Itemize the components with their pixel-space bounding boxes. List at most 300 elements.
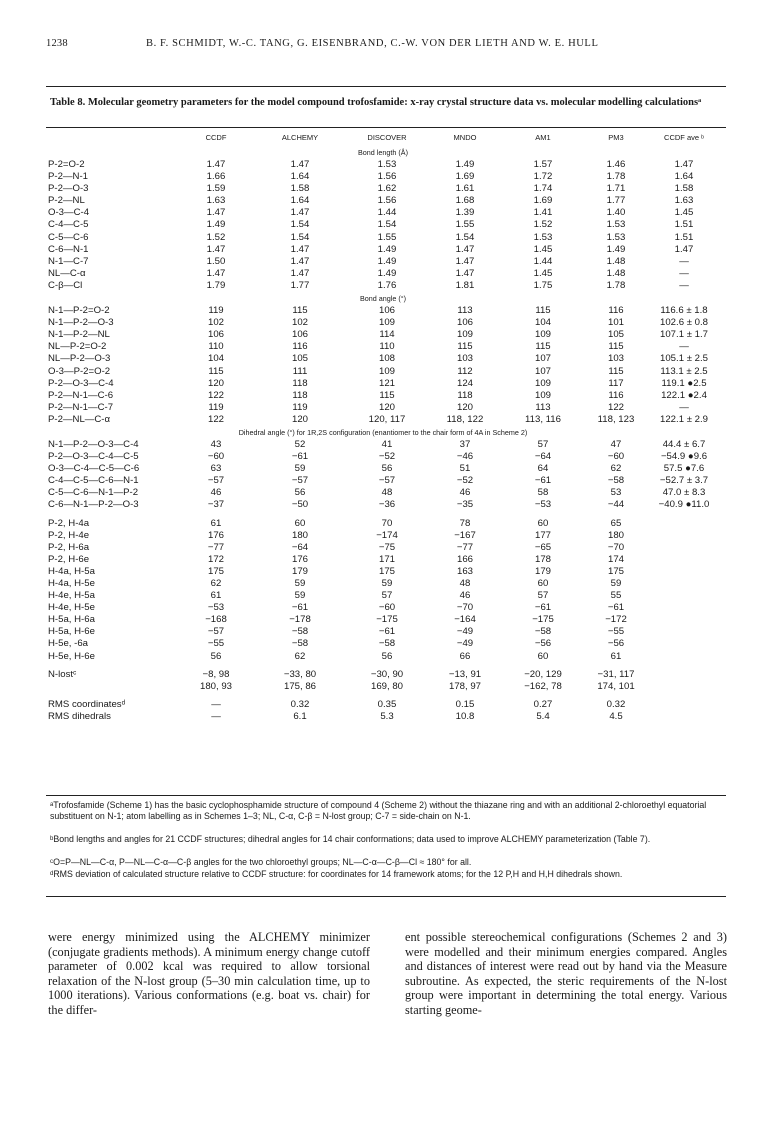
row-label: P-2—O-3—C-4 bbox=[48, 377, 114, 389]
table-cell: 62 bbox=[610, 463, 622, 475]
table-cell: 5.3 bbox=[380, 710, 394, 722]
table-cell: 112 bbox=[457, 365, 473, 377]
row-label: P-2—N-1 bbox=[48, 171, 88, 183]
table-cell: 115 bbox=[535, 341, 551, 353]
table-cell: 6.1 bbox=[293, 710, 307, 722]
table-cell: 104 bbox=[534, 317, 551, 329]
table-cell: −60 bbox=[378, 602, 396, 614]
table-cell: 1.74 bbox=[533, 183, 553, 195]
table-cell: 1.49 bbox=[377, 267, 397, 279]
row-label: O-3—C-4—C-5—C-6 bbox=[48, 463, 140, 475]
table-cell: 56 bbox=[381, 463, 393, 475]
table-cell: −54.9 ●9.6 bbox=[660, 451, 708, 463]
table-cell: 1.64 bbox=[290, 171, 310, 183]
table-cell: 1.44 bbox=[533, 255, 553, 267]
table-cell: 109 bbox=[378, 317, 395, 329]
table-cell: 176 bbox=[207, 529, 224, 541]
table-cell: 1.69 bbox=[455, 171, 475, 183]
table-caption: Table 8. Molecular geometry parameters for the model compound trofosfamide: x-ray crystal structure data vs. molecular modelling calculationsᵃ bbox=[50, 97, 702, 108]
table-cell: 1.49 bbox=[377, 255, 397, 267]
running-authors: B. F. SCHMIDT, W.-C. TANG, G. EISENBRAND, C.-W. VON DER LIETH AND W. E. HULL bbox=[146, 38, 599, 49]
table-cell: 106 bbox=[207, 329, 224, 341]
table-cell: 1.47 bbox=[674, 159, 694, 170]
table-cell bbox=[650, 711, 718, 723]
row-label: P-2—N-1—C-6 bbox=[48, 389, 114, 401]
body-column-right bbox=[405, 930, 727, 1017]
table-cell: 10.8 bbox=[455, 710, 475, 722]
table-cell: −13, 91 bbox=[448, 668, 482, 680]
table-row bbox=[48, 183, 718, 195]
table-cell: 107 bbox=[534, 353, 551, 365]
table-cell: 175 bbox=[378, 565, 395, 577]
table-cell: 60 bbox=[537, 578, 549, 589]
table-cell: 115 bbox=[608, 365, 624, 377]
table-cell: −178 bbox=[289, 614, 311, 626]
geometry-table bbox=[48, 130, 718, 723]
table-cell: −44 bbox=[607, 499, 625, 511]
table-cell: 175, 86 bbox=[283, 680, 316, 692]
row-label: P-2, H-4a bbox=[48, 517, 90, 529]
table-cell bbox=[650, 554, 718, 566]
table-cell: 121 bbox=[378, 377, 395, 389]
table-cell: 1.47 bbox=[206, 243, 226, 255]
table-cell: −55 bbox=[607, 626, 625, 638]
table-cell: 1.47 bbox=[455, 255, 475, 267]
table-cell: −40.9 ●11.0 bbox=[658, 499, 710, 511]
table-cell: 1.59 bbox=[206, 183, 226, 195]
table-cell: 57.5 ●7.6 bbox=[663, 463, 705, 475]
table-cell: 179 bbox=[534, 565, 551, 577]
table-cell: 104 bbox=[207, 353, 224, 365]
table-row bbox=[48, 256, 718, 268]
column-header: ALCHEMY bbox=[281, 133, 319, 142]
table-cell: 110 bbox=[379, 341, 395, 353]
table-cell: 1.49 bbox=[455, 159, 475, 170]
table-cell: 0.32 bbox=[606, 698, 626, 710]
row-label: H-5a, H-6a bbox=[48, 614, 95, 626]
table-cell: 115 bbox=[535, 305, 551, 317]
table-cell: 113 bbox=[457, 305, 473, 317]
table-cell: 102 bbox=[207, 317, 224, 329]
table-cell: 1.49 bbox=[206, 219, 226, 231]
table-cell: 1.49 bbox=[377, 243, 397, 255]
table-cell: 120 bbox=[456, 401, 473, 413]
table-cell: 116 bbox=[292, 341, 308, 353]
column-header: DISCOVER bbox=[367, 133, 407, 142]
table-cell: −162, 78 bbox=[524, 680, 562, 692]
table-cell: 48 bbox=[381, 487, 393, 499]
row-label: H-5e, -6a bbox=[48, 638, 88, 650]
table-row bbox=[48, 159, 718, 171]
table-cell: 1.55 bbox=[377, 231, 397, 243]
table-cell: 116 bbox=[608, 305, 624, 317]
table-row bbox=[48, 341, 718, 353]
table-cell: — bbox=[679, 255, 689, 267]
row-label: N-1—C-7 bbox=[48, 255, 89, 267]
table-cell: 47.0 ± 8.3 bbox=[662, 487, 706, 499]
table-cell: 166 bbox=[456, 553, 473, 565]
table-cell: 1.78 bbox=[606, 171, 626, 183]
table-cell: — bbox=[679, 341, 689, 353]
table-cell: −31, 117 bbox=[597, 668, 635, 680]
table-cell: −56 bbox=[534, 638, 552, 650]
table-cell: 57 bbox=[537, 438, 549, 450]
table-cell: −175 bbox=[376, 614, 398, 626]
table-cell: 1.47 bbox=[206, 207, 226, 219]
table-cell: 1.54 bbox=[290, 219, 310, 231]
row-label: P-2—O-3—C-4—C-5 bbox=[48, 451, 139, 463]
table-cell: 59 bbox=[381, 578, 393, 589]
table-cell: 57 bbox=[381, 590, 393, 602]
column-header-label bbox=[48, 130, 180, 146]
table-cell: 1.53 bbox=[533, 231, 553, 243]
table-cell: 174, 101 bbox=[597, 680, 635, 692]
table-cell: 1.57 bbox=[533, 159, 553, 170]
row-label: NL—C-α bbox=[48, 267, 86, 279]
table-cell: 53 bbox=[610, 487, 622, 499]
row-label: P-2—N-1—C-7 bbox=[48, 401, 114, 413]
table-cell: 1.47 bbox=[290, 159, 310, 170]
table-cell: 1.53 bbox=[377, 159, 397, 170]
table-cell: 51 bbox=[459, 463, 471, 475]
table-cell: 102.6 ± 0.8 bbox=[660, 317, 708, 329]
table-cell: −33, 80 bbox=[283, 668, 317, 680]
column-header: CCDF ave ᵇ bbox=[664, 133, 704, 142]
table-cell: −52 bbox=[456, 475, 474, 487]
table-cell: 1.45 bbox=[533, 267, 553, 279]
table-cell: 120 bbox=[378, 401, 395, 413]
table-cell: 115 bbox=[292, 305, 308, 317]
page-number: 1238 bbox=[46, 38, 68, 49]
table-cell: 60 bbox=[294, 517, 306, 529]
table-row bbox=[48, 414, 718, 426]
table-cell: 1.45 bbox=[533, 243, 553, 255]
table-cell: 1.64 bbox=[290, 195, 310, 207]
table-cell: 1.50 bbox=[206, 255, 226, 267]
row-label: C-4—C-5 bbox=[48, 219, 89, 231]
table-cell: 108 bbox=[378, 353, 395, 365]
table-cell: 116 bbox=[608, 389, 624, 401]
section-header-row bbox=[48, 146, 718, 159]
table-cell: 1.48 bbox=[606, 255, 626, 267]
table-cell: 105.1 ± 2.5 bbox=[660, 353, 708, 365]
table-cell: −30, 90 bbox=[370, 668, 404, 680]
table-cell: −58 bbox=[534, 626, 552, 638]
table-row bbox=[48, 499, 718, 511]
table-cell: 1.51 bbox=[674, 231, 694, 243]
table-cell: 60 bbox=[537, 517, 549, 529]
table-cell: 118 bbox=[292, 377, 308, 389]
table-cell: 119 bbox=[292, 401, 308, 413]
table-cell: 115 bbox=[457, 341, 473, 353]
row-label: O-3—C-4 bbox=[48, 207, 90, 219]
table-cell: 118, 122 bbox=[446, 413, 484, 425]
table-cell: −61 bbox=[534, 475, 552, 487]
table-cell: 41 bbox=[381, 438, 393, 450]
row-label: C-4—C-5—C-6—N-1 bbox=[48, 475, 139, 487]
table-cell: −58 bbox=[291, 638, 309, 650]
row-label: P-2, H-4e bbox=[48, 529, 90, 541]
row-label: P-2—O-3 bbox=[48, 183, 89, 195]
table-cell: 1.78 bbox=[606, 279, 626, 291]
table-cell: 118 bbox=[457, 389, 473, 401]
table-cell: 106 bbox=[378, 305, 395, 317]
table-cell: 177 bbox=[534, 529, 551, 541]
table-cell: −77 bbox=[456, 541, 474, 553]
table-cell bbox=[650, 699, 718, 711]
table-cell: −174 bbox=[376, 529, 398, 541]
table-cell: 119.1 ●2.5 bbox=[661, 377, 707, 389]
section-header-row bbox=[48, 292, 718, 305]
table-cell: 122.1 ●2.4 bbox=[661, 389, 707, 401]
table-cell: 1.40 bbox=[606, 207, 626, 219]
table-cell: 1.47 bbox=[206, 159, 226, 170]
table-cell: 1.47 bbox=[290, 255, 310, 267]
table-cell: 109 bbox=[456, 329, 473, 341]
table-cell: −52 bbox=[378, 451, 396, 463]
table-cell: 63 bbox=[210, 463, 222, 475]
table-cell: 61 bbox=[610, 650, 622, 662]
table-cell: 117 bbox=[608, 377, 624, 389]
table-row bbox=[48, 390, 718, 402]
table-cell: −61 bbox=[607, 602, 625, 614]
row-label: RMS dihedrals bbox=[48, 710, 111, 722]
footnote-bottom-rule bbox=[46, 896, 726, 897]
table-cell: 180 bbox=[607, 529, 624, 541]
table-cell: 1.77 bbox=[290, 279, 310, 291]
table-row bbox=[48, 638, 718, 650]
table-row bbox=[48, 651, 718, 663]
table-cell: 1.63 bbox=[674, 195, 694, 207]
table-cell: 0.32 bbox=[290, 698, 310, 710]
table-cell: 1.51 bbox=[674, 219, 694, 231]
table-cell: 113, 116 bbox=[525, 413, 561, 425]
table-cell: 1.64 bbox=[674, 171, 694, 183]
table-cell: 120 bbox=[291, 413, 308, 425]
table-cell: 109 bbox=[534, 389, 551, 401]
table-cell: 116.6 ± 1.8 bbox=[660, 305, 708, 317]
table-cell: 114 bbox=[379, 329, 395, 341]
table-cell: 106 bbox=[456, 317, 473, 329]
table-cell: −65 bbox=[534, 541, 552, 553]
table-cell: 179 bbox=[291, 565, 308, 577]
table-row bbox=[48, 207, 718, 219]
table-cell: 172 bbox=[207, 553, 224, 565]
table-cell: −58 bbox=[291, 626, 309, 638]
table-cell: −64 bbox=[534, 451, 552, 463]
table-cell bbox=[650, 638, 718, 650]
table-cell: −58 bbox=[607, 475, 625, 487]
row-label: P-2—NL bbox=[48, 195, 85, 207]
table-cell: −56 bbox=[607, 638, 625, 650]
row-label: H-5e, H-6e bbox=[48, 650, 95, 662]
row-label: P-2, H-6e bbox=[48, 553, 90, 565]
table-row bbox=[48, 554, 718, 566]
table-cell: 1.47 bbox=[206, 267, 226, 279]
row-label: N-1—P-2—O-3 bbox=[48, 317, 114, 329]
table-cell: −49 bbox=[456, 638, 474, 650]
table-row bbox=[48, 378, 718, 390]
table-cell: −61 bbox=[378, 626, 396, 638]
table-cell: 1.66 bbox=[206, 171, 226, 183]
table-cell: 1.63 bbox=[206, 195, 226, 207]
section-title: Bond length (Å) bbox=[358, 148, 408, 157]
table-cell: — bbox=[211, 698, 221, 710]
table-cell: −20, 129 bbox=[524, 668, 562, 680]
footnote-a: ᵃTrofosfamide (Scheme 1) has the basic cyclophosphamide structure of compound 4 (Scheme 2) without the thiazane ring and with an additional 2-chloroethyl equatorial substituent on N-1; atom labelling as in Schemes 1–3; NL, C-α, C-β = N-lost group; C-7 = side-chain on N-1. bbox=[50, 800, 707, 821]
row-label: H-4a, H-5e bbox=[48, 578, 95, 589]
row-label: P-2—NL—C-α bbox=[48, 413, 111, 425]
column-header: MNDO bbox=[453, 133, 477, 142]
table-cell: 1.79 bbox=[206, 279, 226, 291]
table-row bbox=[48, 566, 718, 578]
table-cell: 1.47 bbox=[455, 243, 475, 255]
table-cell: −52.7 ± 3.7 bbox=[659, 475, 709, 487]
table-cell: 1.47 bbox=[290, 207, 310, 219]
table-cell: −175 bbox=[532, 614, 554, 626]
table-cell: 105 bbox=[607, 329, 624, 341]
table-cell: 115 bbox=[379, 389, 395, 401]
table-cell: −60 bbox=[207, 451, 225, 463]
row-label: C-6—N-1—P-2—O-3 bbox=[48, 499, 139, 511]
table-row bbox=[48, 475, 718, 487]
table-cell: 62 bbox=[210, 578, 222, 589]
table-cell: −61 bbox=[534, 602, 552, 614]
table-cell: 1.54 bbox=[455, 231, 475, 243]
table-row bbox=[48, 626, 718, 638]
table-cell: 1.52 bbox=[206, 231, 226, 243]
table-cell: 109 bbox=[378, 365, 395, 377]
table-cell: 119 bbox=[208, 401, 224, 413]
table-cell: −64 bbox=[291, 541, 309, 553]
table-cell: 44.4 ± 6.7 bbox=[662, 438, 706, 450]
table-row bbox=[48, 578, 718, 590]
table-cell: 1.56 bbox=[377, 195, 397, 207]
table-cell: −77 bbox=[207, 541, 225, 553]
table-cell: 1.58 bbox=[674, 183, 694, 195]
table-row bbox=[48, 463, 718, 475]
row-label: N-lostᶜ bbox=[48, 668, 77, 680]
table-cell: — bbox=[679, 279, 689, 291]
table-cell bbox=[650, 626, 718, 638]
table-cell: −57 bbox=[207, 475, 225, 487]
table-cell: −167 bbox=[454, 529, 476, 541]
table-cell: 59 bbox=[294, 590, 306, 602]
table-cell: 118 bbox=[292, 389, 308, 401]
table-cell: 1.53 bbox=[606, 231, 626, 243]
table-cell: 5.4 bbox=[536, 710, 550, 722]
table-cell bbox=[650, 542, 718, 554]
table-row bbox=[48, 366, 718, 378]
table-cell: 57 bbox=[537, 590, 549, 602]
table-row bbox=[48, 542, 718, 554]
section-title: Bond angle (°) bbox=[359, 294, 407, 304]
table-top-rule bbox=[46, 127, 726, 128]
row-label: N-1—P-2—NL bbox=[48, 329, 110, 341]
top-rule bbox=[46, 86, 726, 87]
table-cell: 1.52 bbox=[533, 219, 553, 231]
table-cell: 1.41 bbox=[533, 207, 553, 219]
table-cell: 1.61 bbox=[455, 183, 475, 195]
table-row bbox=[48, 711, 718, 723]
table-cell: 1.54 bbox=[377, 219, 397, 231]
table-cell: −70 bbox=[607, 541, 625, 553]
table-cell: 103 bbox=[607, 353, 624, 365]
table-cell: 101 bbox=[607, 317, 624, 329]
table-cell: 111 bbox=[292, 365, 308, 377]
table-row bbox=[48, 171, 718, 183]
row-label: H-5a, H-6e bbox=[48, 626, 95, 638]
table-cell bbox=[650, 614, 718, 626]
table-cell: — bbox=[211, 710, 221, 722]
row-label: C-5—C-6—N-1—P-2 bbox=[48, 487, 139, 499]
row-label bbox=[48, 681, 180, 693]
table-cell: 61 bbox=[210, 517, 222, 529]
table-cell: −49 bbox=[456, 626, 474, 638]
table-cell: 115 bbox=[608, 341, 624, 353]
table-cell: 1.44 bbox=[377, 207, 397, 219]
row-label: NL—P-2=O-2 bbox=[48, 341, 107, 353]
table-cell: 174 bbox=[607, 553, 624, 565]
table-row bbox=[48, 329, 718, 341]
table-row bbox=[48, 487, 718, 499]
table-cell: 1.69 bbox=[533, 195, 553, 207]
table-cell: −60 bbox=[607, 451, 625, 463]
table-cell: 1.47 bbox=[455, 267, 475, 279]
table-cell: 1.81 bbox=[455, 279, 475, 291]
row-label: H-4a, H-5a bbox=[48, 565, 95, 577]
table-cell: 70 bbox=[381, 517, 393, 529]
table-cell bbox=[650, 602, 718, 614]
table-cell: 1.55 bbox=[455, 219, 475, 231]
section-header-row bbox=[48, 426, 718, 439]
table-row bbox=[48, 518, 718, 530]
table-cell: 115 bbox=[208, 365, 224, 377]
table-cell: 119 bbox=[208, 305, 224, 317]
table-cell: 180, 93 bbox=[199, 680, 232, 692]
column-header: CCDF bbox=[205, 133, 227, 142]
table-cell: −8, 98 bbox=[202, 668, 230, 680]
table-cell: 1.68 bbox=[455, 195, 475, 207]
table-row bbox=[48, 232, 718, 244]
table-row bbox=[48, 699, 718, 711]
table-cell: 1.45 bbox=[674, 207, 694, 219]
table-row bbox=[48, 590, 718, 602]
table-cell: 1.48 bbox=[606, 267, 626, 279]
row-label: H-4e, H-5e bbox=[48, 602, 95, 614]
table-cell: −53 bbox=[207, 602, 225, 614]
table-cell: 48 bbox=[459, 578, 471, 589]
table-cell: 169, 80 bbox=[370, 680, 403, 692]
table-row bbox=[48, 353, 718, 365]
table-cell: 1.39 bbox=[455, 207, 475, 219]
table-cell: 1.49 bbox=[606, 243, 626, 255]
table-cell: 59 bbox=[610, 578, 622, 589]
table-cell: −55 bbox=[207, 638, 225, 650]
table-cell: 78 bbox=[459, 517, 471, 529]
body-paragraph-right: ent possible stereochemical configurations (Schemes 2 and 3) were modelled and their minimum energies compared. Angles and distances of interest were read out by hand via the Measure subroutine. As expected, the steric requirements of the N-lost group were important in determining the total energy. Various starting geome- bbox=[405, 930, 727, 1017]
table-cell: 55 bbox=[610, 590, 622, 602]
table-row bbox=[48, 244, 718, 256]
table-cell: 106 bbox=[291, 329, 308, 341]
table-row bbox=[48, 439, 718, 451]
table-cell: 46 bbox=[210, 487, 222, 499]
table-cell: 1.76 bbox=[377, 279, 397, 291]
table-cell bbox=[650, 681, 718, 693]
table-cell: −61 bbox=[291, 602, 309, 614]
table-row bbox=[48, 280, 718, 292]
table-cell: 120 bbox=[207, 377, 224, 389]
